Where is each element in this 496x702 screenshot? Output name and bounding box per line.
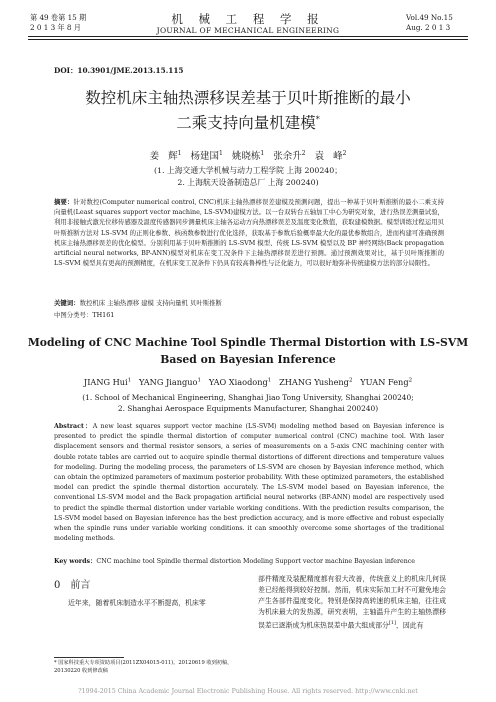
author-cn: 姜 辉$^1$	[149, 149, 182, 162]
title-footnote-mark[interactable]: *	[315, 115, 320, 124]
affiliation-en-2: 2. Shanghai Aerospace Equipments Manufacturer, Shanghai 200240)	[117, 403, 379, 413]
keywords-cn-label: 关键词：	[54, 299, 80, 307]
title-cn-line1: 数控机床主轴热漂移误差基于贝叶斯推断的最小	[85, 89, 411, 107]
title-en	[20, 334, 476, 368]
classification-number: 中图分类号：TH161	[54, 311, 115, 319]
affiliations-cn	[0, 165, 496, 188]
date-cn: 2 0 1 3 年 8 月	[30, 22, 81, 32]
abstract-en-text: A new least squares support vector machine (LS-SVM) modeling method based on Bayesian inference is presented to predict the spindle thermal distortion of computer numerical control (CNC) machine tool. With laser displacement sensors and thermal resistor sensors, a series of measurements on a 5-axis CNC machining center with double rotate tables are carried out to acquire spindle thermal distortions of different directions and temperature values for modeling. During the modeling process, the parameters of LS-SVM are chosen by Bayesian inference method, which can obtain the optimized parameters of maximum posterior probability. With these optimized parameters, the established model can predict the spindle thermal distortion accurately. The LS-SVM model based on Bayesian inference, the conventional LS-SVM model and the Back propagation artificial neural networks (BP-ANN) model are respectively used to predict the spindle thermal distortion under variable working conditions. With the prediction results comparison, the LS-SVM model based on Bayesian inference has the best prediction accuracy, and is more effective and robust especially when the spindle runs under variable working conditions. it can smoothly overcome some shortages of the traditional modeling methods.	[54, 423, 444, 543]
abstract-en-label: Abstract：	[54, 423, 93, 430]
title-cn-line2: 二乘支持向量机建模	[176, 114, 316, 133]
author-cn: 袁 峰$^2$	[314, 149, 347, 162]
volume-en: Vol.49 No.15	[406, 13, 453, 22]
title-cn	[20, 87, 476, 134]
affiliation-cn-1: (1. 上海交通大学机械与动力工程学院 上海 200240；	[153, 166, 343, 175]
authors-cn	[0, 148, 496, 162]
keywords-cn-text: 数控机床 主轴热漂移 建模 支持向量机 贝叶斯推断	[79, 299, 222, 307]
author-en: YUAN Feng$^2$	[360, 377, 413, 387]
journal-name-cn: 机 械 工 程 学 报	[171, 12, 325, 26]
author-en: YAO Xiaodong$^1$	[208, 377, 272, 387]
author-cn: 姚晓栋$^1$	[231, 149, 265, 162]
abstract-cn-label: 摘要：	[54, 198, 74, 206]
header-rule-thick	[28, 36, 468, 37]
author-en: ZHANG Yusheng$^2$	[279, 377, 353, 387]
keywords-en-text: CNC machine tool Spindle thermal distortion Modeling Support vector machine Bayesian inference	[96, 558, 416, 565]
footnote: * 国家科技重大专项资助项目(2011ZX04015-011)。20120619 收到初稿，20130220 收到修改稿	[54, 660, 233, 674]
volume-cn: 第 49 卷第 15 期	[30, 13, 87, 22]
section-number: 0	[54, 580, 61, 591]
author-cn: 张余升$^2$	[273, 149, 306, 162]
intro-right-text: 部件精度及装配精度都有很大改善，传统意义上的机床几何误差已经能得到较好控制。然而，机床实际加工时不可避免地会产生各部件温度变化，特别是保持高转速的机床主轴，往往成为机床最大的发热源，研究表明，主轴温升产生的主轴热漂移误差已逐渐成为机床热误差中最大组成部分	[258, 575, 446, 630]
title-en-line1: Modeling of CNC Machine Tool Spindle Thermal Distortion with LS-SVM	[27, 336, 469, 349]
intro-left-column: 近年来，随着机床制造水平不断提高，机床零	[68, 599, 206, 607]
affiliation-cn-2: 2. 上海航天设备制造总厂 上海 200240)	[177, 177, 319, 187]
keywords-en	[54, 556, 444, 565]
header-rule-thin	[28, 39, 468, 40]
author-cn: 杨建国$^1$	[190, 149, 223, 162]
keywords-en-label: Key words：	[54, 558, 97, 565]
abstract-en	[54, 422, 444, 544]
footnote-rule	[54, 657, 124, 658]
date-en: Aug. 2 0 1 3	[406, 22, 451, 32]
citation-ref[interactable]: [1]	[388, 620, 397, 627]
intro-right-tail: ，因此有	[396, 621, 424, 630]
abstract-cn-text: 针对数控(Computer numerical control, CNC)机床主轴热漂移误差建模及预测问题，提出一种基于贝叶斯推断的最小二乘支持向量机(Least squares support vector machine, LS-SVM)建模方法。以一台双转台五轴加工中心为研究对象，进行热误差测量试验，利用非接触式激光位移传感器及温度传感器同步测量机床主轴各运动方向热漂移误差及温度变化数值，获取建模数据。模型训练过程运用贝叶斯推断方法对 LS-SVM 的正则化参数、核函数参数进行优化选择，获取基于参数后验概率最大化的最优参数组合，进而构建可准确预测机床主轴热漂移误差的优化模型。分别利用基于贝叶斯推断的 LS-SVM 模型、传统 LS-SVM 模型以及 BP 神经网络(Back propagation artificial neural networks, BP-ANN)模型对机床在变工况条件下主轴热漂移误差进行预测。通过预测效果对比，基于贝叶斯推断的 LS-SVM 模型具有更高的预测精度，在机床变工况条件下仍具有较高鲁棒性与泛化能力，可以很好地弥补传统建模方法的部分局限性。	[54, 198, 444, 268]
author-en: YANG Jianguo$^1$	[139, 377, 201, 387]
journal-name-en: JOURNAL OF MECHANICAL ENGINEERING	[156, 26, 340, 35]
section-title: 前言	[70, 580, 91, 591]
abstract-cn	[54, 197, 444, 268]
copyright-footer: ?1994-2015 China Academic Journal Electronic Publishing House. All rights reserved. http://www.cnki.net	[78, 688, 418, 695]
title-en-line2: Based on Bayesian Inference	[160, 353, 336, 366]
section-heading	[54, 576, 90, 591]
header-right	[406, 13, 468, 32]
affiliations-en	[0, 393, 496, 414]
author-en: JIANG Hui$^1$	[83, 377, 132, 387]
doi[interactable]: DOI：10.3901/JME.2013.15.115	[54, 66, 184, 75]
keywords-cn	[54, 298, 444, 308]
affiliation-en-1: (1. School of Mechanical Engineering, Shanghai Jiao Tong University, Shanghai 200240;	[82, 393, 414, 402]
intro-right-column	[258, 574, 446, 632]
authors-en	[0, 377, 496, 387]
